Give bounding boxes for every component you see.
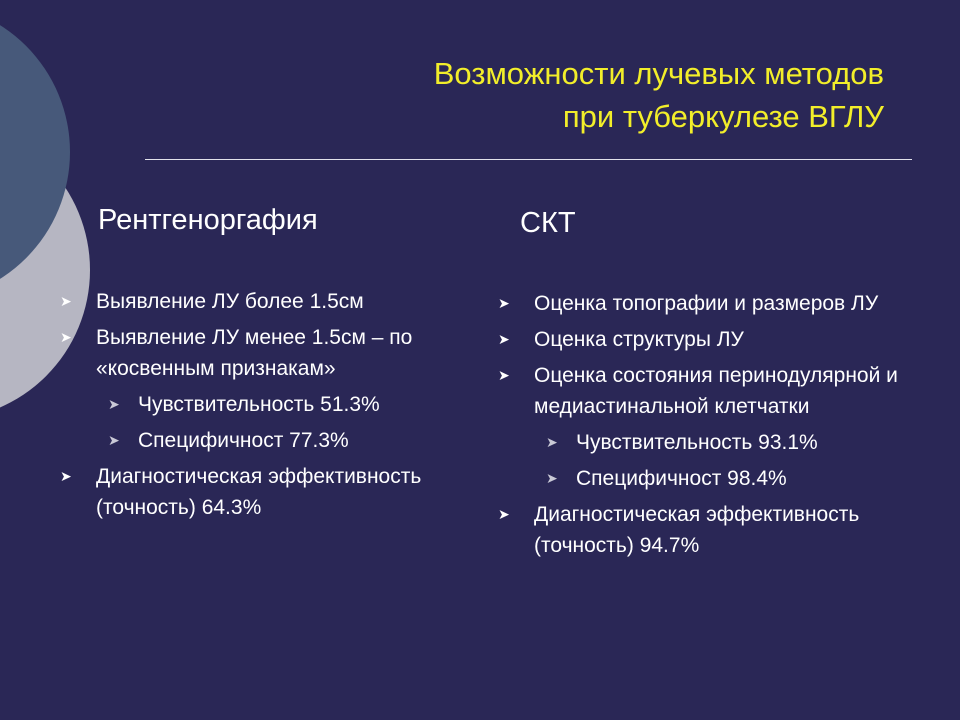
list-item-text: Чувствительность 51.3% (138, 393, 380, 416)
chevron-bullet-icon: ➤ (546, 470, 558, 486)
chevron-bullet-icon: ➤ (60, 293, 72, 309)
right-column-heading: СКТ (520, 207, 576, 239)
list-item-text: Диагностическая эффективность (точность) 64.3% (96, 465, 422, 519)
list-item (498, 360, 898, 422)
list-item (60, 286, 460, 317)
chevron-bullet-icon: ➤ (108, 396, 120, 412)
chevron-bullet-icon: ➤ (546, 434, 558, 450)
right-column-list (498, 288, 898, 566)
sub-list-item (60, 425, 460, 456)
list-item-text: Специфичност 98.4% (576, 467, 787, 490)
chevron-bullet-icon: ➤ (498, 295, 510, 311)
title-divider (145, 159, 912, 160)
list-item-text: Специфичност 77.3% (138, 429, 349, 452)
list-item (60, 322, 460, 384)
slide-title-line-2: при туберкулезе ВГЛУ (562, 99, 884, 134)
list-item-text: Чувствительность 93.1% (576, 431, 818, 454)
list-item-text: Оценка структуры ЛУ (534, 328, 744, 351)
sub-list-item (60, 389, 460, 420)
chevron-bullet-icon: ➤ (498, 506, 510, 522)
chevron-bullet-icon: ➤ (498, 367, 510, 383)
slide-title (434, 52, 884, 138)
list-item-text: Диагностическая эффективность (точность) 94.7% (534, 503, 860, 557)
slide-title-line-1: Возможности лучевых методов (433, 56, 884, 91)
sub-list-item (498, 463, 898, 494)
chevron-bullet-icon: ➤ (60, 329, 72, 345)
chevron-bullet-icon: ➤ (60, 468, 72, 484)
chevron-bullet-icon: ➤ (108, 432, 120, 448)
list-item (498, 499, 898, 561)
left-column-list (60, 286, 460, 528)
left-column-heading: Рентгеноргафия (98, 204, 318, 236)
list-item-text: Оценка состояния перинодулярной и медиастинальной клетчатки (534, 364, 898, 418)
chevron-bullet-icon: ➤ (498, 331, 510, 347)
list-item-text: Выявление ЛУ более 1.5см (96, 290, 364, 313)
list-item (498, 288, 898, 319)
list-item-text: Оценка топографии и размеров ЛУ (534, 292, 879, 315)
list-item (60, 461, 460, 523)
list-item (498, 324, 898, 355)
list-item-text: Выявление ЛУ менее 1.5см – по «косвенным признакам» (96, 326, 413, 380)
sub-list-item (498, 427, 898, 458)
